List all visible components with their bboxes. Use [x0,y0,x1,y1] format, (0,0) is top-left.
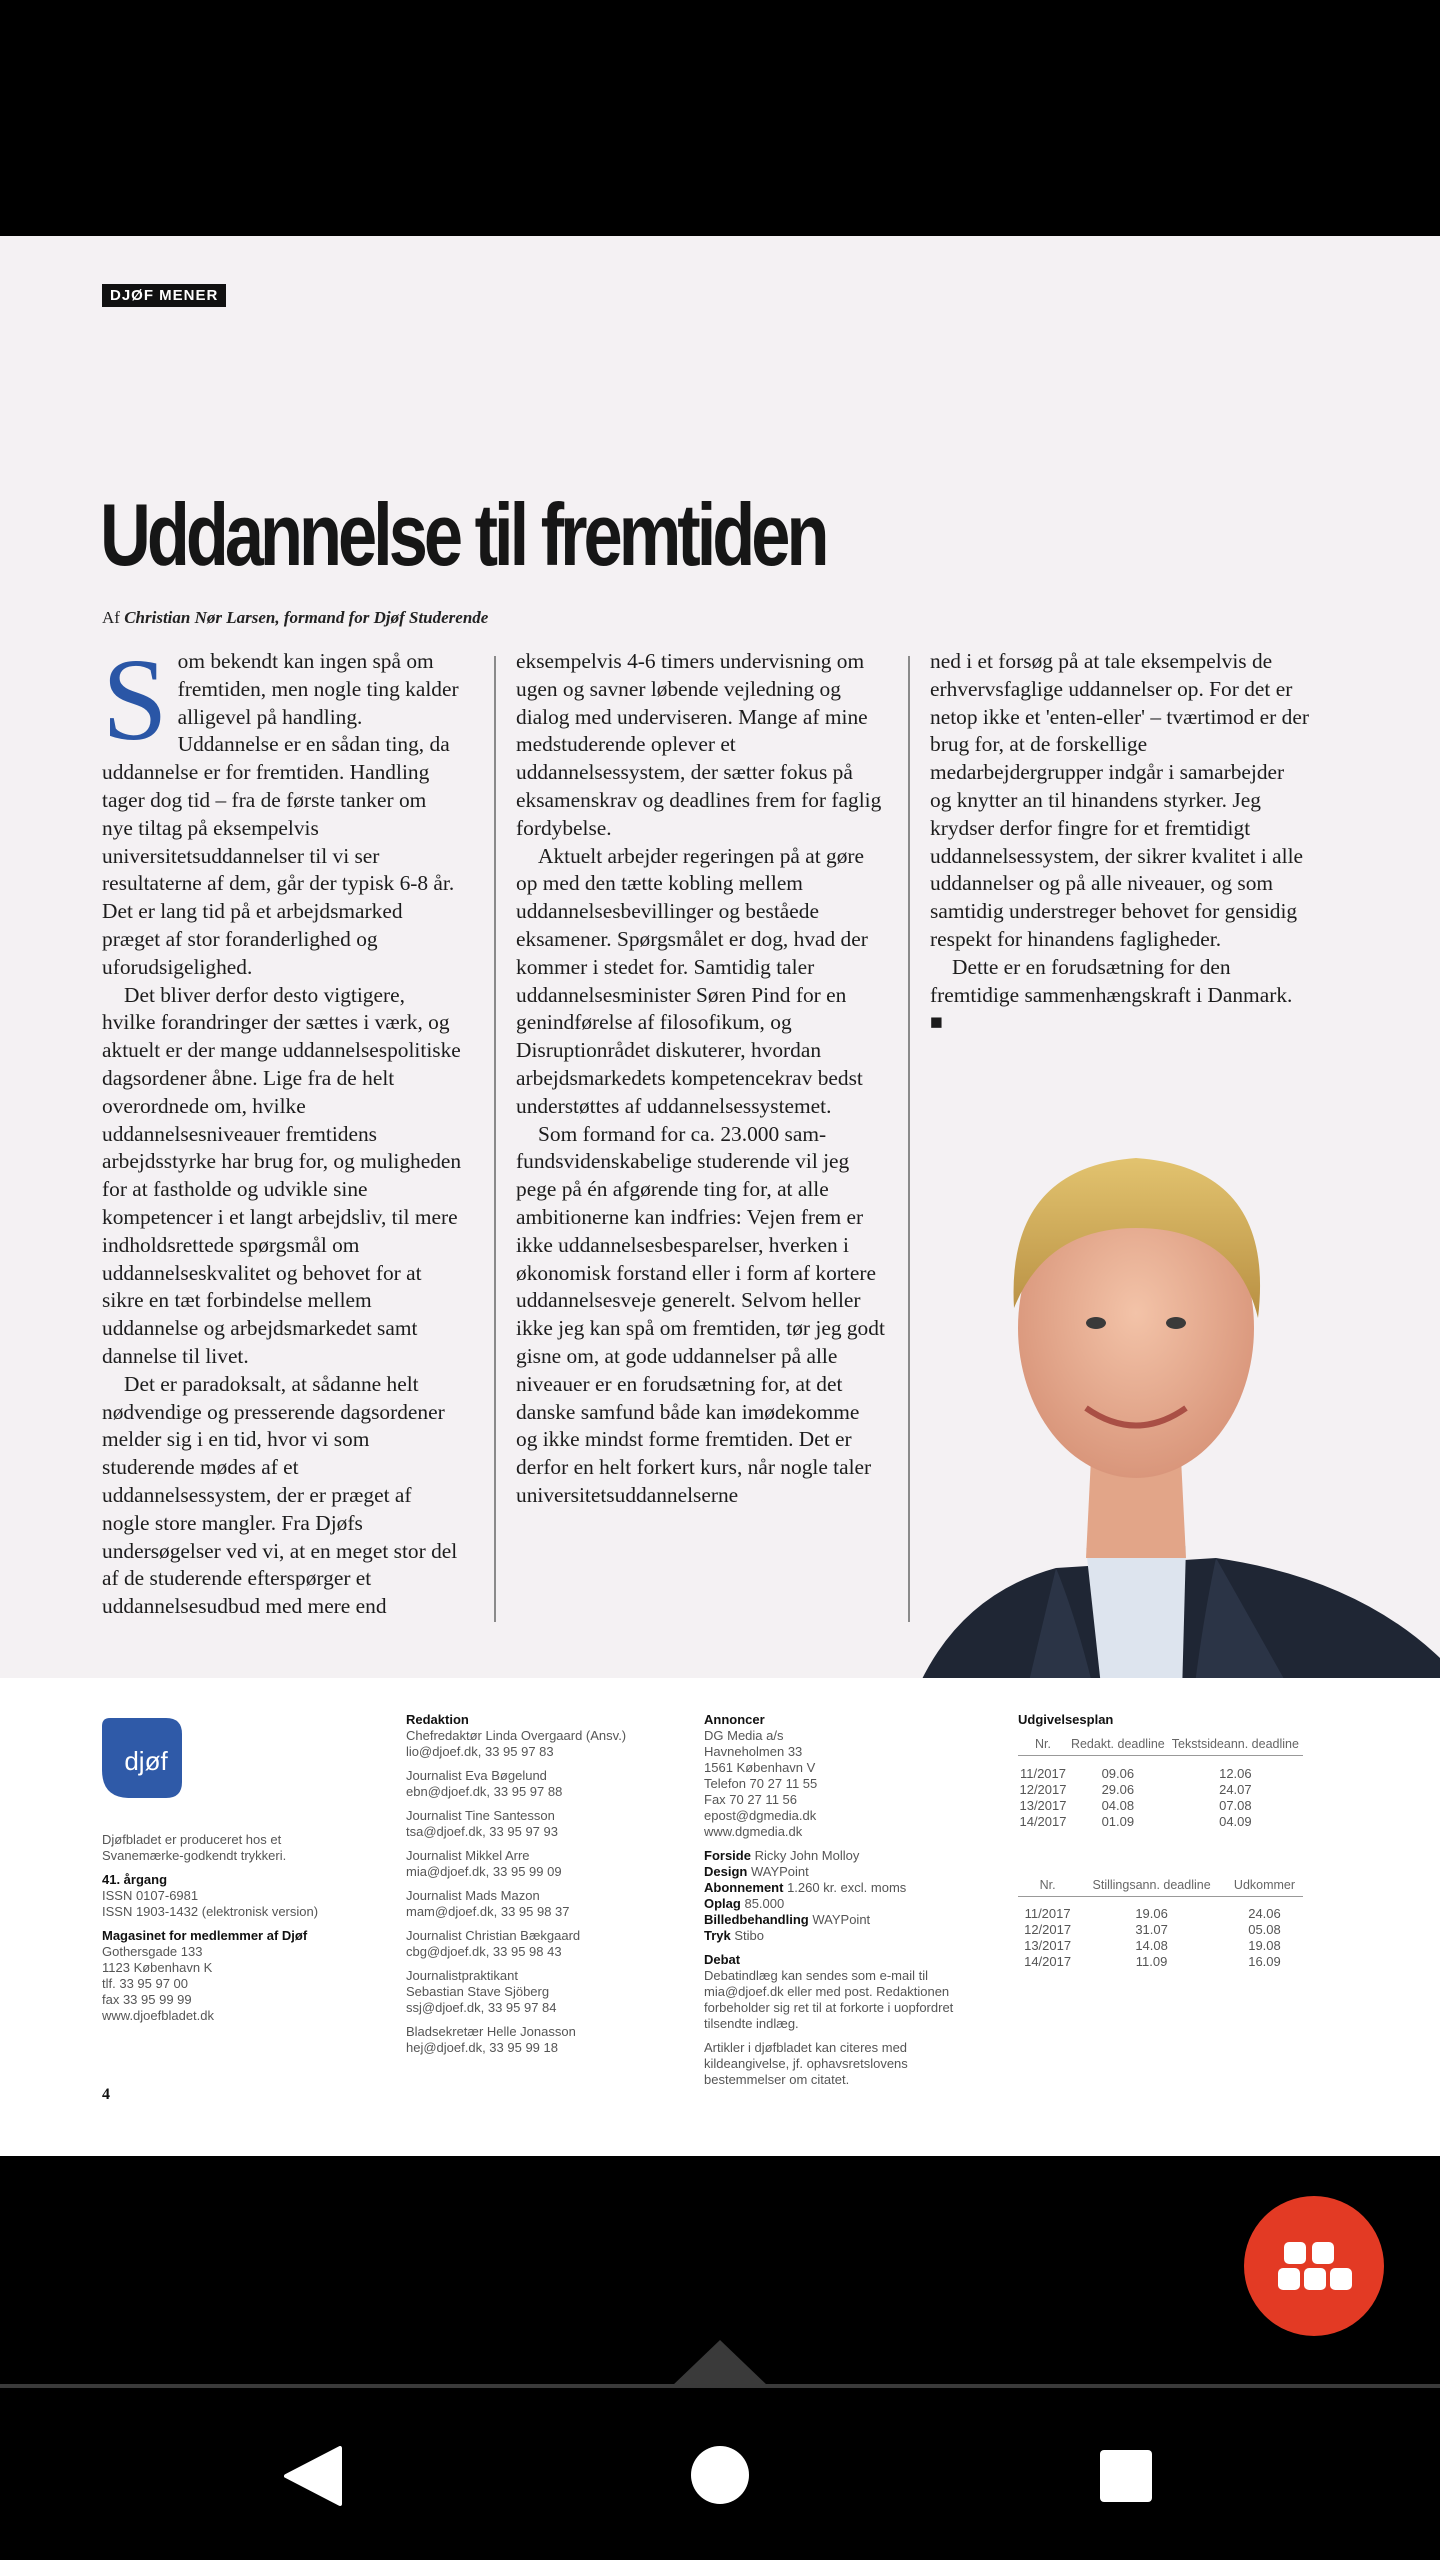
staff-entry: Journalist Mikkel Arre mia@djoef.dk, 33 95 99 09 [406,1848,562,1879]
section-tag: DJØF MENER [102,284,226,307]
table-row: 13/2017 14.08 19.08 [1024,1938,1281,1953]
grid-menu-button[interactable] [1244,2196,1384,2336]
article-column-2 [516,648,886,1510]
paragraph: eksempelvis 4-6 timers undervisning om ugen og savner løbende vejledning og dialog med underviseren. Mange af mine medstuderende oplever et uddannelsessystem, der sætter fokus på eksamenskrav og deadlines frem for faglig fordybelse. [516,649,882,840]
page-drawer-handle[interactable] [672,2340,768,2386]
byline-prefix: Af [102,608,120,627]
table-row: 12/2017 31.07 05.08 [1024,1922,1281,1937]
paragraph: Det bliver derfor desto vigtigere, hvilke forandringer der sættes i værk, og aktuelt er der mange uddannelsespolitiske dagsordener åbne. Lige fra de helt overordnede om, hvilke uddannelsesniveauer fremtidens arbejdsstyrke har brug for, og muligheden for at fastholde og udvikle sine kompetencer i et langt arbejdsliv, til mere indholdsrettede spørgsmål om uddannelseskvalitet og behovet for at sikre en tæt forbindelse mellem uddannelse og arbejdsmarkedet samt dannelse til livet. [102,982,462,1368]
drawer-divider [0,2384,1440,2388]
editorial-staff [406,1712,676,2064]
article-title: Uddannelse til fremtiden [100,485,826,584]
paragraph: Det er paradoksalt, at sådanne helt nødvendige og presserende dagsordener melder sig i en tid, hvor vi som studerende mødes af et uddannelsessystem, der er præget af nogle store mangler. Fra Djøfs undersøgelser ved vi, at en meget stor del af de studerende efterspørger et uddannelsesudbud med mere end [102,1371,458,1619]
magazine-page [0,236,1440,2156]
debat-heading: Debat [704,1952,741,1967]
address-line: Gothersgade 133 [102,1944,203,1959]
table-row: 14/2017 11.09 16.09 [1024,1954,1281,1969]
table-row: 11/2017 19.06 24.06 [1024,1906,1281,1921]
djof-logo [102,1718,182,1798]
paragraph: Som formand for ca. 23.000 samfundsvidenskabelige studerende vil jeg pege på én afgørende ting for, at alle ambitionerne kan indfries: Vejen frem er ikke uddannelsesbesparelser, hverken i økonomisk forstand eller i form af kortere uddannelsesveje generelt. Selvom heller ikke jeg kan spå om fremtiden, tør jeg godt gisne om, at gode uddannelser på alle niveauer er en forudsætning for, at det danske samfund både kan imødekomme og ikke mindst forme fremtiden. Det er derfor en helt forkert kurs, når nogle taler universitetsuddannelserne [516,1121,885,1507]
byline [102,608,488,628]
recents-icon[interactable] [1100,2450,1152,2502]
credit-line: Design WAYPoint [704,1864,809,1879]
address-line: 1123 København K [102,1960,213,1975]
credit-line: Forside Ricky John Molloy [704,1848,860,1863]
credit-line: Tryk Stibo [704,1928,765,1943]
schedule-heading: Udgivelsesplan [1018,1712,1114,1727]
table-row: 11/2017 09.06 12.06 [1019,1765,1252,1781]
table-row: 13/2017 04.08 07.08 [1019,1797,1252,1813]
colophon-info [102,1832,332,2024]
byline-author: Christian Nør Larsen, formand for Djøf Studerende [124,608,489,627]
annoncer-heading: Annoncer [704,1712,765,1727]
table-header-row: Nr. Stillingsann. deadline Udkommer [1018,1878,1303,1897]
article-column-1 [102,634,462,1621]
schedule-table [1018,1737,1303,1830]
back-icon[interactable] [284,2446,344,2506]
table-row: 14/2017 01.09 04.09 [1019,1813,1252,1829]
credit-line: Oplag 85.000 [704,1896,785,1911]
article-column-3 [930,648,1310,1037]
staff-entry: Journalist Tine Santesson tsa@djoef.dk, 33 95 97 93 [406,1808,558,1839]
credit-line: Abonnement 1.260 kr. excl. moms [704,1880,907,1895]
staff-entry: Journalistpraktikant Sebastian Stave Sjöberg ssj@djoef.dk, 33 95 97 84 [406,1968,557,2015]
column-divider [494,656,496,1622]
paragraph: ned i et forsøg på at tale eksempelvis de erhvervsfaglige uddannelser op. For det er netop ikke et 'enten-eller' – tværtimod er der brug for, at de forskellige medarbejdergrupper indgår i samarbejder og knytter an til hinandens styrker. Jeg krydser derfor fingre for et fremtidigt uddannelsessystem, der sikrer kvalitet i alle uddannelser og på alle niveauer, og som samtidig understreger behovet for gensidig respekt for hinandens fagligheder. [930,649,1309,951]
fax: fax 33 95 99 99 [102,1992,192,2007]
paragraph: Aktuelt arbejder regeringen på at gøre op med den tætte kobling mellem uddannelsesbevillinger og beståede eksamener. Spørgsmålet er dog, hvad der kommer i stedet for. Samtidig taler uddannelsesminister Søren Pind for en genindførelse af filosofikum, og Disruptionrådet diskuterer, hvordan arbejdsmarkedets kompetencekrav bedst understøttes af uddannelsessystemet. [516,843,868,1118]
phone: tlf. 33 95 97 00 [102,1976,189,1991]
staff-entry: Bladsekretær Helle Jonasson hej@djoef.dk, 33 95 99 18 [406,2024,576,2055]
issn-print: ISSN 0107-6981 [102,1888,199,1903]
page-number: 4 [102,2086,110,2103]
home-icon[interactable] [691,2446,749,2504]
logo-text: djøf [124,1746,168,1776]
table-row: 12/2017 29.06 24.07 [1019,1781,1252,1797]
issn-electronic: ISSN 1903-1432 (elektronisk version) [102,1904,319,1919]
staff-entry: Journalist Christian Bækgaard cbg@djoef.dk, 33 95 98 43 [406,1928,581,1959]
redaktion-heading: Redaktion [406,1712,469,1727]
website: www.djoefbladet.dk [102,2008,215,2023]
paragraph: Dette er en forudsætning for den fremtidige sammenhængskraft i Danmark. ■ [930,954,1293,1035]
magazine-heading: Magasinet for medlemmer af Djøf [102,1928,308,1943]
drop-cap: S [102,634,168,765]
grid-menu-icon [1244,2196,1384,2336]
staff-entry: Journalist Mads Mazon mam@djoef.dk, 33 95 98 37 [406,1888,570,1919]
publication-schedule [1018,1712,1303,1970]
credit-line: Billedbehandling WAYPoint [704,1912,871,1927]
year-heading: 41. årgang [102,1872,168,1887]
debat-text: Debatindlæg kan sendes som e-mail til mia@djoef.dk eller med post. Redaktionen forbeholder sig ret til at forkorte i uopfordret tilsendte indlæg. [704,1968,954,2031]
production-note: Djøfbladet er produceret hos et Svanemærke-godkendt trykkeri. [102,1832,287,1863]
schedule-table [1018,1878,1303,1971]
paragraph: Som bekendt kan ingen spå om fremtiden, men nogle ting kalder alligevel på handling. Uddannelse er en sådan ting, da uddannelse er for fremtiden. Handling tager dog tid – fra de første tanker om nye tiltag på eksempelvis universitetsuddannelser til vi ser resultaterne af dem, går der typisk 6-8 år. Det er lang tid på et arbejdsmarked præget af stor foranderlighed og uforudsigelighed. [102,634,459,979]
citation-text: Artikler i djøfbladet kan citeres med kildeangivelse, jf. ophavsretslovens bestemmelser om citatet. [704,2040,908,2087]
staff-entry: Chefredaktør Linda Overgaard (Ansv.) lio@djoef.dk, 33 95 97 83 [406,1728,627,1759]
advertising-info: Annoncer DG Media a/s Havneholmen 33 1561 København V Telefon 70 27 11 55 Fax 70 27 11 56 epost@dgmedia.dk www.dgmedia.dk Forside Ricky John Molloy Design WAYPoint Abonnement 1.260 kr. excl. moms Oplag 85.000 Billedbehandling WAYPoint Tryk Stibo Debat Debatindlæg kan sendes som e-mail til mia@djoef.dk eller med post. Redaktionen forbeholder sig ret til at forkorte i uopfordret tilsendte indlæg. Artikler i djøfbladet kan citeres med kildeangivelse, jf. ophavsretslovens bestemmelser om citatet. [704,1712,954,2087]
staff-entry: Journalist Eva Bøgelund ebn@djoef.dk, 33 95 97 88 [406,1768,563,1799]
table-header-row: Nr. Redakt. deadline Tekstsideann. deadline [1018,1737,1303,1756]
